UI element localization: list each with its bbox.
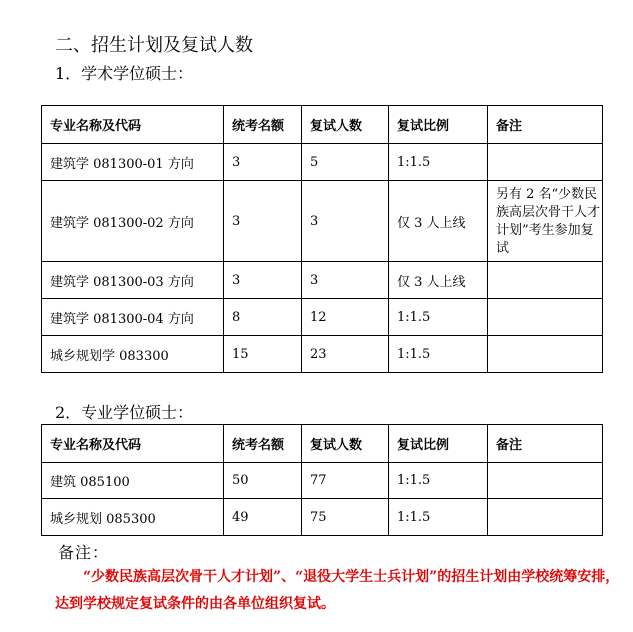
header-note: 备注: [488, 106, 603, 144]
cell-ratio: 1:1.5: [389, 499, 488, 536]
cell-quota: 3: [224, 262, 302, 299]
header-quota: 统考名额: [224, 425, 302, 463]
cell-ratio: 1:1.5: [389, 144, 488, 181]
table-row: [42, 463, 603, 499]
header-note: 备注: [488, 425, 603, 463]
cell-major: 建筑学 081300-01 方向: [42, 144, 224, 181]
table-row: [42, 299, 603, 336]
cell-major: 城乡规划学 083300: [42, 336, 224, 373]
cell-quota: 8: [224, 299, 302, 336]
cell-major: 建筑学 081300-02 方向: [42, 181, 224, 262]
cell-quota: 50: [224, 463, 302, 499]
cell-ratio: 1:1.5: [389, 299, 488, 336]
cell-quota: 3: [224, 144, 302, 181]
cell-quota: 3: [224, 181, 302, 262]
cell-interviews: 77: [302, 463, 389, 499]
cell-major: 建筑 085100: [42, 463, 224, 499]
table-header-row: [42, 425, 603, 463]
table-row: [42, 144, 603, 181]
cell-major: 建筑学 081300-04 方向: [42, 299, 224, 336]
cell-note: [488, 299, 603, 336]
section-title: 二、招生计划及复试人数: [55, 35, 253, 56]
professional-subtitle: 2．专业学位硕士：: [55, 403, 194, 422]
professional-table: [41, 424, 603, 536]
header-quota: 统考名额: [224, 106, 302, 144]
cell-interviews: 23: [302, 336, 389, 373]
cell-major: 城乡规划 085300: [42, 499, 224, 536]
table-header-row: [42, 106, 603, 144]
cell-interviews: 5: [302, 144, 389, 181]
cell-quota: 49: [224, 499, 302, 536]
cell-interviews: 3: [302, 262, 389, 299]
header-ratio: 复试比例: [389, 106, 488, 144]
cell-interviews: 75: [302, 499, 389, 536]
header-major: 专业名称及代码: [42, 106, 224, 144]
cell-ratio: 1:1.5: [389, 463, 488, 499]
table-row: [42, 499, 603, 536]
cell-ratio: 仅 3 人上线: [389, 181, 488, 262]
table-row: [42, 336, 603, 373]
cell-quota: 15: [224, 336, 302, 373]
header-major: 专业名称及代码: [42, 425, 224, 463]
header-interviews: 复试人数: [302, 106, 389, 144]
notes-label: 备注：: [58, 543, 110, 562]
table-row: [42, 181, 603, 262]
header-interviews: 复试人数: [302, 425, 389, 463]
table-row: [42, 262, 603, 299]
cell-ratio: 仅 3 人上线: [389, 262, 488, 299]
academic-table: [41, 105, 603, 373]
cell-note: [488, 336, 603, 373]
header-ratio: 复试比例: [389, 425, 488, 463]
cell-major: 建筑学 081300-03 方向: [42, 262, 224, 299]
academic-subtitle: 1．学术学位硕士：: [55, 64, 194, 83]
cell-note: [488, 144, 603, 181]
cell-interviews: 3: [302, 181, 389, 262]
cell-interviews: 12: [302, 299, 389, 336]
notes-text: “少数民族高层次骨干人才计划”、“退役大学生士兵计划”的招生计划由学校统筹安排，达到学校规定复试条件的由各单位组织复试。: [55, 569, 620, 612]
cell-ratio: 1:1.5: [389, 336, 488, 373]
cell-note: [488, 499, 603, 536]
cell-note: [488, 262, 603, 299]
cell-note: 另有 2 名“少数民族高层次骨干人才计划”考生参加复试: [488, 181, 603, 262]
cell-note: [488, 463, 603, 499]
